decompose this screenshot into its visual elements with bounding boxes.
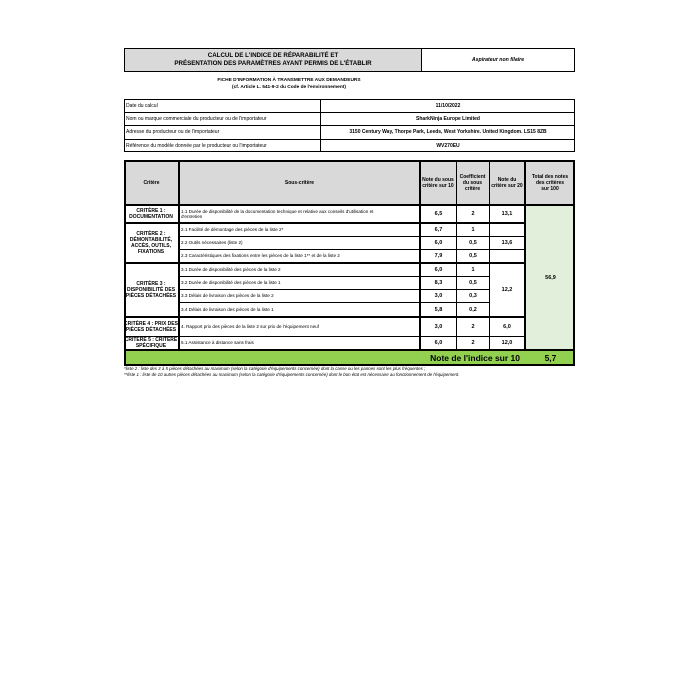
coef-2-3: 0,5 — [469, 253, 477, 259]
coef-3-4: 0,2 — [469, 306, 477, 313]
coef-3-1: 1 — [471, 267, 475, 273]
criterion-3-line-3: PIÈCES DÉTACHÉES — [125, 293, 177, 299]
header-note-sous-line-2: critère sur 10 — [422, 182, 454, 189]
note-3-1: 6,0 — [434, 267, 443, 273]
subcriterion-2-1: 2.1 Facilité de démontage des pièces de la liste 2* — [181, 227, 284, 233]
subcriterion-1-1 — [181, 206, 419, 222]
title-line-2: PRÉSENTATION DES PARAMÈTRES AYANT PERMIS DE L'ÉTABLIR — [174, 60, 372, 67]
subcriterion-3-4: 3.4 Délais de livraison des pièces de la liste 1 — [181, 306, 274, 312]
note-3-2: 8,3 — [434, 280, 443, 286]
subtitle — [124, 77, 454, 91]
header-note-sous-critere — [420, 160, 456, 205]
header-coefficient — [456, 160, 489, 205]
info-value-date: 11/10/2022 — [435, 102, 461, 109]
header-coef-line-3: critère — [464, 185, 481, 192]
criterion-5-line-2: SPÉCIFIQUE — [135, 343, 167, 349]
criterion-1-score: 13,1 — [501, 211, 513, 217]
header-note-critere-line-1: Note du — [497, 176, 517, 183]
header-total-line-3: sur 100 — [541, 185, 559, 192]
criterion-5-line-1: CRITÈRE 5 : CRITÈRE — [124, 337, 178, 343]
product-type — [421, 48, 575, 72]
criterion-5-score: 12,0 — [501, 340, 513, 346]
criterion-4-line-1: CRITÈRE 4 : PRIX DES — [124, 321, 178, 327]
criterion-1-line-2: DOCUMENTATION — [129, 214, 173, 220]
criterion-2-score: 13,6 — [501, 240, 513, 246]
note-3-3: 3,0 — [434, 293, 443, 299]
subcriterion-3-2: 3.2 Durée de disponibilité des pièces de la liste 1 — [181, 280, 281, 286]
info-value-brand: SharkNinja Europe Limited — [416, 115, 480, 122]
criterion-2-line-3: ACCÈS, OUTILS, — [130, 243, 171, 249]
coef-2-1: 1 — [471, 227, 475, 233]
info-value-model: WV270EU — [436, 142, 460, 149]
criterion-2-line-4: FIXATIONS — [137, 249, 165, 255]
footnote-2: **liste 1 : liste de 10 autres pièces détachées au maximum (selon la catégorie d'équipements concernée) dont le bon état est nécessaire au fonctionnement de l'équipement. — [124, 372, 460, 377]
subcriterion-2-2: 2.2 Outils nécessaires (liste 2) — [181, 240, 243, 246]
note-1-1: 6,5 — [434, 211, 443, 217]
subtitle-line-2: (cf. Article L. 541-9-2 du Code de l'environnement) — [232, 85, 346, 90]
criterion-4-score: 6,0 — [503, 324, 511, 330]
subcriterion-3-3: 3.3 Délais de livraison des pièces de la liste 2 — [181, 293, 274, 299]
header-total-line-1: Total des notes — [531, 173, 569, 180]
criterion-2-name — [124, 224, 178, 262]
note-2-1: 6,7 — [434, 227, 443, 233]
criterion-1-name — [124, 206, 178, 222]
info-label-address: Adresse du producteur ou de l'importateur — [126, 129, 220, 135]
header-coef-line-2: du sous — [462, 179, 483, 186]
header-coef-line-1: Coefficient — [459, 173, 486, 180]
info-label-brand: Nom ou marque commerciale du producteur ou de l'importateur — [126, 115, 267, 122]
product-type-text: Aspirateur non filaire — [471, 57, 525, 63]
coef-3-3: 0,3 — [469, 293, 477, 299]
note-4: 3,0 — [434, 324, 443, 330]
header-note-sous-line-1: Note du sous — [422, 176, 454, 183]
coef-2-2: 0,5 — [469, 240, 477, 246]
subcriterion-2-3: 2.3 Caractéristiques des fixations entre les pièces de la liste 1** et de la liste 2 — [181, 253, 340, 259]
total-score: 56,9 — [545, 274, 556, 281]
subtitle-line-1: FICHE D'INFORMATION À TRANSMETTRE AUX DEMANDEURS — [217, 78, 361, 83]
coef-4: 2 — [471, 324, 475, 330]
criterion-3-line-1: CRITÈRE 3 : — [136, 281, 166, 287]
header-total-line-2: des critères — [535, 179, 565, 186]
criterion-5-name — [124, 337, 178, 349]
criterion-1-line-1: CRITÈRE 1 : — [136, 208, 166, 214]
final-label: Note de l'indice sur 10 — [430, 353, 520, 363]
coef-5-1: 2 — [471, 340, 475, 346]
info-label-model: Référence du modèle donnée par le producteur ou l'importateur — [126, 142, 267, 149]
header-critere: Critère — [143, 179, 160, 186]
info-label-date: Date du calcul — [126, 102, 158, 109]
note-2-2: 6,0 — [434, 240, 443, 246]
criterion-3-name — [124, 264, 178, 316]
note-5-1: 6,0 — [434, 340, 443, 346]
criterion-2-line-2: DÉMONTABILITÉ, — [129, 237, 173, 243]
header-note-critere — [489, 160, 525, 205]
header-sous-critere: Sous-critère — [284, 179, 315, 186]
title-line-1: CALCUL DE L'INDICE DE RÉPARABILITÉ ET — [207, 52, 339, 59]
subcriterion-1-1-line-1: 1.1 Durée de disponibilité de la documentation technique et relative aux conseils d'utilisation et — [181, 208, 374, 214]
coef-1-1: 2 — [471, 211, 475, 217]
note-3-4: 5,8 — [434, 306, 443, 313]
criterion-2-line-1: CRITÈRE 2 : — [136, 231, 166, 237]
header-note-critere-line-2: critère sur 20 — [491, 182, 523, 189]
coef-3-2: 0,5 — [469, 280, 477, 286]
subcriterion-3-1: 3.1 Durée de disponibilité des pièces de la liste 2 — [181, 267, 281, 273]
header-total — [525, 160, 575, 205]
criterion-3-score: 12,2 — [501, 287, 513, 293]
footnotes — [124, 366, 584, 378]
subcriterion-4: 4. Rapport prix des pièces de la liste 2 sur prix de l'équipement neuf — [181, 324, 320, 330]
criterion-3-line-2: DISPONIBILITÉ DES — [126, 287, 176, 293]
info-value-address: 3150 Century Way, Thorpe Park, Leeds, West Yorkshire. United Kingdom. LS15 8ZB — [349, 129, 547, 135]
note-2-3: 7,9 — [434, 253, 443, 259]
subcriterion-5-1: 5.1 Assistance à distance sans frais — [181, 340, 254, 346]
footnote-1: *liste 2 : liste des 3 à 5 pièces détachées au maximum (selon la catégorie d'équipements concernée) dont la casse ou les pannes sont les plus fréquentes ; — [124, 366, 426, 371]
subcriterion-1-1-line-2: d'entretien — [181, 214, 203, 219]
criterion-4-line-2: PIÈCES DÉTACHÉES — [125, 327, 177, 333]
main-title — [124, 48, 422, 72]
final-score: 5,7 — [544, 353, 557, 363]
criterion-4-name — [124, 318, 178, 336]
